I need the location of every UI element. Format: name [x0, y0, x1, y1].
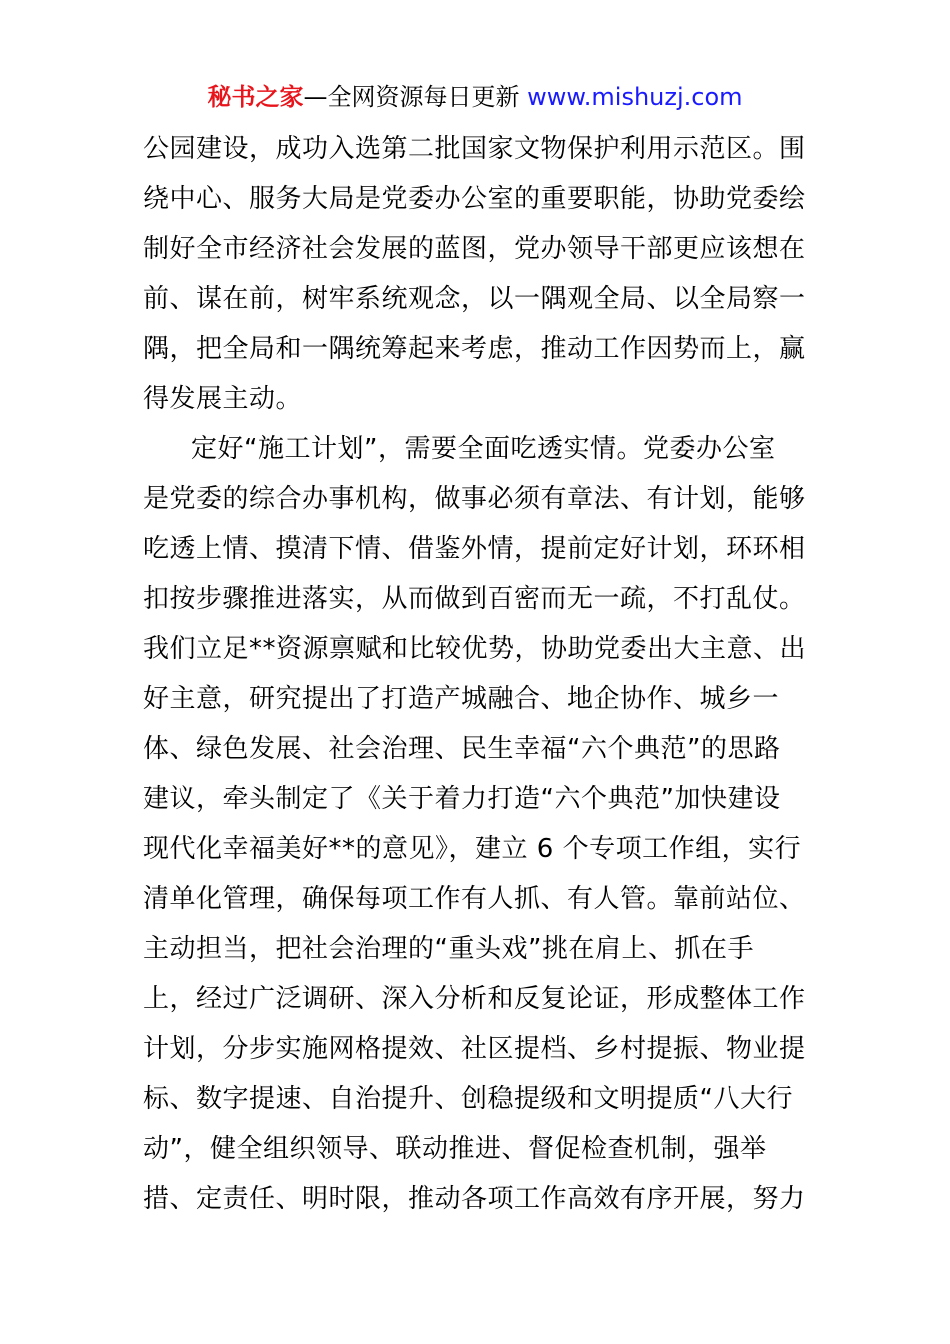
text-line: 是党委的综合办事机构，做事必须有章法、有计划，能够	[143, 484, 806, 514]
text-line: 公园建设，成功入选第二批国家文物保护利用示范区。围	[143, 134, 806, 164]
text-line: 计划，分步实施网格提效、社区提档、乡村提振、物业提	[143, 1034, 806, 1064]
text-line: 主动担当，把社会治理的“重头戏”挑在肩上、抓在手	[143, 934, 754, 964]
site-url[interactable]: www.mishuzj.com	[527, 83, 743, 111]
text-line: 措、定责任、明时限，推动各项工作高效有序开展，努力	[143, 1184, 806, 1214]
text-line: 绕中心、服务大局是党委办公室的重要职能，协助党委绘	[143, 184, 806, 214]
text-line: 好主意，研究提出了打造产城融合、地企协作、城乡一	[143, 684, 780, 714]
site-tagline: —全网资源每日更新	[303, 83, 528, 111]
text-line: 标、数字提速、自治提升、创稳提级和文明提质“八大行	[143, 1084, 793, 1114]
document-body	[143, 124, 813, 1224]
text-line: 我们立足**资源禀赋和比较优势，协助党委出大主意、出	[143, 634, 807, 664]
text-line: 清单化管理，确保每项工作有人抓、有人管。靠前站位、	[143, 884, 806, 914]
site-brand: 秘书之家	[207, 83, 304, 111]
text-line: 制好全市经济社会发展的蓝图，党办领导干部更应该想在	[143, 234, 806, 264]
page-header	[0, 80, 950, 114]
text-line: 定好“施工计划”，需要全面吃透实情。党委办公室	[191, 434, 776, 464]
text-line: 动”，健全组织领导、联动推进、督促检查机制，强举	[143, 1134, 767, 1164]
text-line: 吃透上情、摸清下情、借鉴外情，提前定好计划，环环相	[143, 534, 806, 564]
text-line: 体、绿色发展、社会治理、民生幸福“六个典范”的思路	[143, 734, 781, 764]
text-line: 现代化幸福美好**的意见》，建立 6 个专项工作组，实行	[143, 834, 802, 864]
text-line: 建议，牵头制定了《关于着力打造“六个典范”加快建设	[143, 784, 781, 814]
text-line: 隅，把全局和一隅统筹起来考虑，推动工作因势而上，赢	[143, 334, 806, 364]
text-line: 前、谋在前，树牢系统观念，以一隅观全局、以全局察一	[143, 284, 806, 314]
text-line: 上，经过广泛调研、深入分析和反复论证，形成整体工作	[143, 984, 806, 1014]
text-line: 得发展主动。	[143, 384, 303, 414]
text-line: 扣按步骤推进落实，从而做到百密而无一疏，不打乱仗。	[143, 584, 806, 614]
